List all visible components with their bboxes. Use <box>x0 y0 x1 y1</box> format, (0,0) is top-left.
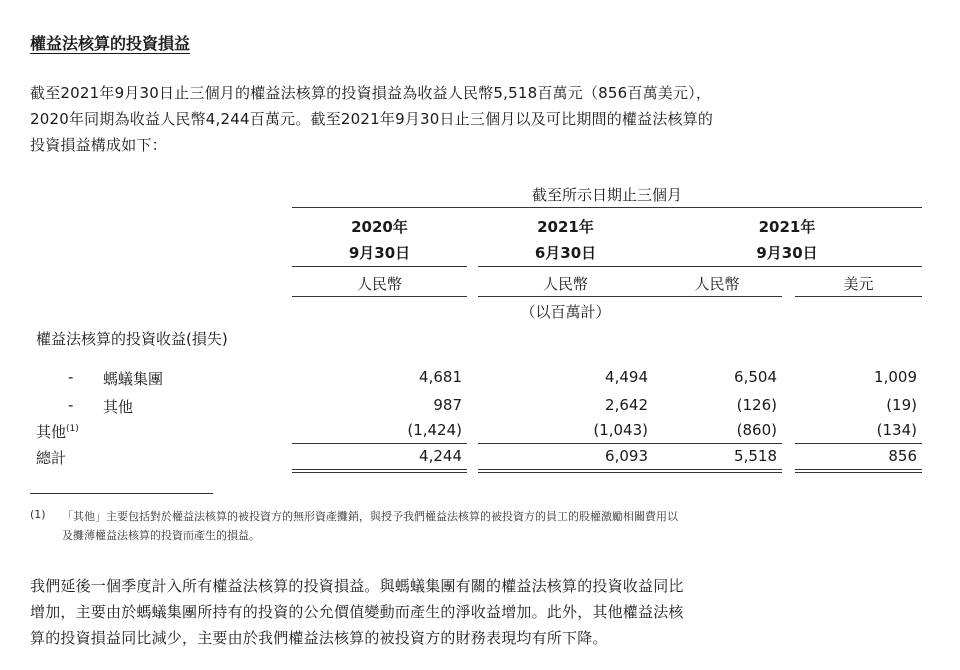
col2-currency: 人民幣 <box>542 275 588 293</box>
col3-date: 9月30日 <box>756 244 818 262</box>
table-cell: (1,424) <box>407 421 462 439</box>
total-rule <box>652 472 782 473</box>
col2-year: 2021年 <box>537 218 594 236</box>
closing-line-3: 算的投資損益同比減少，主要由於我們權益法核算的被投資方的財務表現均有所下降。 <box>30 629 608 647</box>
col4-rule-2 <box>795 296 922 297</box>
table-cell: 4,681 <box>419 368 462 386</box>
section-label: 權益法核算的投資收益(損失) <box>36 330 228 348</box>
row-prefix: - <box>68 368 74 386</box>
subtotal-rule <box>292 443 467 444</box>
table-cell: 987 <box>433 396 462 414</box>
row-label-other-adjustments: 其他$^{(1)}$ <box>36 423 79 441</box>
table-cell: 856 <box>888 447 917 465</box>
footnote-line-2: 及攤薄權益法核算的投資而產生的損益。 <box>62 529 260 542</box>
closing-line-2: 增加，主要由於螞蟻集團所持有的投資的公允價值變動而產生的淨收益增加。此外，其他權益法核 <box>30 603 684 621</box>
col3-rule-2 <box>652 296 782 297</box>
table-cell: 4,244 <box>419 447 462 465</box>
caption-rule <box>292 207 922 208</box>
subtotal-rule <box>478 443 653 444</box>
footnote-separator <box>30 493 213 494</box>
row-label-total: 總計 <box>36 449 67 467</box>
col2-rule <box>478 266 653 267</box>
table-cell: 6,504 <box>734 368 777 386</box>
intro-line-2: 2020年同期為收益人民幣4,244百萬元。截至2021年9月30日止三個月以及可比期間的權益法核算的 <box>30 110 714 128</box>
col3-year: 2021年 <box>758 218 816 236</box>
col3-rule <box>652 266 922 267</box>
footnote-line-1: 「其他」主要包括對於權益法核算的被投資方的無形資產攤銷，與授予我們權益法核算的被投資方的員工的股權激勵相關費用以 <box>62 510 678 523</box>
table-cell: (860) <box>736 421 777 439</box>
table-cell: (126) <box>736 396 777 414</box>
total-rule <box>292 469 467 470</box>
table-cell: (134) <box>876 421 917 439</box>
subtotal-rule <box>795 443 922 444</box>
row-prefix: - <box>68 396 74 414</box>
table-cell: (1,043) <box>593 421 648 439</box>
section-heading: 權益法核算的投資損益 <box>30 34 191 53</box>
unit-note: （以百萬計） <box>520 303 611 321</box>
total-rule <box>292 472 467 473</box>
table-cell: 2,642 <box>605 396 648 414</box>
row-label-others: 其他 <box>103 398 134 416</box>
col1-year: 2020年 <box>351 218 408 236</box>
total-rule <box>795 469 922 470</box>
table-cell: (19) <box>886 396 917 414</box>
subtotal-rule <box>652 443 782 444</box>
col1-rule-2 <box>292 296 467 297</box>
intro-line-3: 投資損益構成如下： <box>30 136 167 154</box>
footnote-reference: (1) <box>66 424 79 434</box>
total-rule <box>652 469 782 470</box>
col1-rule <box>292 266 467 267</box>
table-caption: 截至所示日期止三個月 <box>531 186 682 204</box>
closing-line-1: 我們延後一個季度計入所有權益法核算的投資損益。與螞蟻集團有關的權益法核算的投資收益同比 <box>30 577 684 595</box>
intro-line-1: 截至2021年9月30日止三個月的權益法核算的投資損益為收益人民幣5,518百萬元（856百萬美元）， <box>30 84 712 102</box>
table-cell: 5,518 <box>734 447 777 465</box>
total-rule <box>478 469 653 470</box>
col3-currency: 人民幣 <box>694 275 740 293</box>
row-label-ant-group: 螞蟻集團 <box>103 370 164 388</box>
col1-date: 9月30日 <box>348 244 411 262</box>
table-cell: 1,009 <box>874 368 917 386</box>
total-rule <box>795 472 922 473</box>
table-cell: 4,494 <box>605 368 648 386</box>
footnote-marker: (1) <box>30 508 46 521</box>
table-cell: 6,093 <box>605 447 648 465</box>
col1-currency: 人民幣 <box>356 275 402 293</box>
col2-rule-2 <box>478 296 653 297</box>
col4-currency: 美元 <box>843 275 874 293</box>
total-rule <box>478 472 653 473</box>
col2-date: 6月30日 <box>534 244 597 262</box>
